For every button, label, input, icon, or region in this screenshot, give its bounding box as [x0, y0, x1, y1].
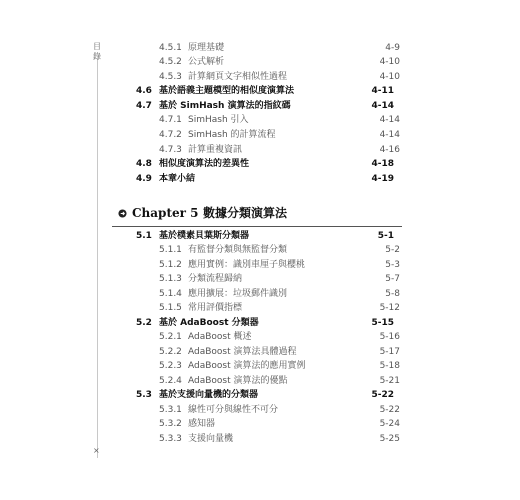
toc-entry-num: 5.2.2 — [159, 347, 182, 357]
toc-entry-num: 4.7.3 — [159, 145, 182, 155]
toc-entry[interactable] — [0, 330, 520, 344]
toc-entry-num: 5.2.4 — [159, 376, 182, 386]
toc-entry-num: 4.8 — [136, 159, 152, 169]
sidebar-label-char: 錄 — [93, 52, 101, 61]
toc-entry-num: 5.1.3 — [159, 274, 182, 284]
toc-entry[interactable] — [0, 345, 520, 359]
toc-entry-page: 5-21 — [379, 376, 400, 386]
toc-entry-page: 5-18 — [379, 361, 400, 371]
chapter-label: Chapter 5 — [132, 206, 199, 220]
toc-entry-page: 5-2 — [385, 245, 400, 255]
toc-entry-num: 4.7.2 — [159, 130, 182, 140]
toc-entry[interactable] — [112, 229, 402, 243]
toc-entry-title: 支援向量機 — [188, 434, 234, 444]
toc-entry[interactable] — [112, 99, 402, 113]
toc-entry-page: 4-10 — [379, 72, 400, 82]
toc-entry-num: 4.5.1 — [159, 43, 182, 53]
toc-entry[interactable] — [0, 128, 520, 142]
toc-entry-page: 4-9 — [385, 43, 400, 53]
toc-entry-page: 4-19 — [371, 174, 394, 184]
toc-entry-title: 感知器 — [188, 419, 216, 429]
toc-entry-num: 5.1.4 — [159, 289, 182, 299]
toc-entry-title: SimHash 引入 — [188, 115, 249, 125]
toc-entry-title: 計算重複資訊 — [188, 145, 243, 155]
toc-entry[interactable] — [0, 301, 520, 315]
toc-entry-num: 5.3.1 — [159, 405, 182, 415]
toc-entry-title: 本章小結 — [159, 174, 196, 184]
toc-entry-num: 5.2.3 — [159, 361, 182, 371]
toc-entry-num: 4.9 — [136, 174, 152, 184]
toc-entry-page: 5-25 — [379, 434, 400, 444]
toc-entry[interactable] — [112, 84, 402, 98]
toc-entry-title: AdaBoost 演算法的應用實例 — [188, 361, 306, 371]
toc-entry-num: 5.1.2 — [159, 260, 182, 270]
toc-entry-num: 5.3.2 — [159, 419, 182, 429]
toc-entry[interactable] — [112, 316, 402, 330]
toc-entry-page: 5-1 — [377, 231, 394, 241]
toc-entry-title: 常用評價指標 — [188, 303, 243, 313]
toc-entry-title: 公式解析 — [188, 57, 225, 67]
toc-entry[interactable] — [112, 388, 402, 402]
toc-entry-title: 基於 SimHash 演算法的指紋碼 — [159, 101, 291, 111]
toc-entry-page: 5-24 — [379, 419, 400, 429]
toc-entry-num: 4.5.2 — [159, 57, 182, 67]
toc-entry-num: 5.3 — [136, 390, 152, 400]
toc-entry-num: 5.1 — [136, 231, 152, 241]
toc-entry-page: 5-12 — [379, 303, 400, 313]
toc-entry[interactable] — [0, 258, 520, 272]
toc-entry-title: 計算網頁文字相似性過程 — [188, 72, 288, 82]
toc-entry-page: 5-17 — [379, 347, 400, 357]
toc-entry-page: 4-11 — [371, 86, 394, 96]
toc-entry-num: 4.6 — [136, 86, 152, 96]
toc-entry-num: 5.1.5 — [159, 303, 182, 313]
toc-entry-title: 相似度演算法的差異性 — [159, 159, 250, 169]
chapter-rule — [112, 226, 402, 227]
sidebar-label-char: 目 — [93, 42, 101, 51]
toc-entry-title: 原理基礎 — [188, 43, 225, 53]
toc-entry-page: 4-16 — [379, 145, 400, 155]
toc-entry-title: AdaBoost 演算法的優點 — [188, 376, 288, 386]
toc-entry-num: 4.7.1 — [159, 115, 182, 125]
toc-entry[interactable] — [0, 374, 520, 388]
chapter-heading — [112, 204, 402, 222]
toc-entry[interactable] — [0, 55, 520, 69]
toc-entry-num: 4.7 — [136, 101, 152, 111]
toc-entry-title: 應用擴展：垃圾郵件識別 — [188, 289, 288, 299]
toc-entry-page: 5-3 — [385, 260, 400, 270]
toc-entry-num: 5.2 — [136, 318, 152, 328]
toc-entry-title: SimHash 的計算流程 — [188, 130, 276, 140]
toc-entry[interactable] — [0, 359, 520, 373]
toc-entry-title: 有監督分類與無監督分類 — [188, 245, 288, 255]
toc-entry-num: 5.1.1 — [159, 245, 182, 255]
toc-entry-page: 5-22 — [371, 390, 394, 400]
toc-entry-page: 4-10 — [379, 57, 400, 67]
toc-entry-title: 應用實例：識別車厘子與櫻桃 — [188, 260, 306, 270]
toc-entry[interactable] — [0, 70, 520, 84]
toc-entry-num: 5.2.1 — [159, 332, 182, 342]
toc-entry-page: 5-15 — [371, 318, 394, 328]
toc-entry[interactable] — [0, 41, 520, 55]
toc-entry-page: 5-7 — [385, 274, 400, 284]
toc-entry-page: 4-14 — [371, 101, 394, 111]
toc-entry[interactable] — [112, 157, 402, 171]
toc-entry[interactable] — [0, 403, 520, 417]
toc-entry-page: 4-18 — [371, 159, 394, 169]
toc-entry-num: 5.3.3 — [159, 434, 182, 444]
toc-entry-num: 4.5.3 — [159, 72, 182, 82]
toc-entry-title: 分類流程歸納 — [188, 274, 243, 284]
toc-entry[interactable] — [0, 287, 520, 301]
toc-entry[interactable] — [0, 272, 520, 286]
toc-entry-title: AdaBoost 演算法具體過程 — [188, 347, 297, 357]
toc-entry-page: 5-16 — [379, 332, 400, 342]
chapter-title: 數據分類演算法 — [203, 206, 288, 220]
toc-entry-title: 線性可分與線性不可分 — [188, 405, 279, 415]
toc-entry[interactable] — [0, 113, 520, 127]
chapter-bullet-icon — [118, 209, 127, 218]
toc-entry-page: 4-14 — [379, 130, 400, 140]
toc-entry-page: 5-22 — [379, 405, 400, 415]
toc-entry-title: 基於支援向量機的分類器 — [159, 390, 259, 400]
toc-entry[interactable] — [0, 243, 520, 257]
toc-entry-page: 4-14 — [379, 115, 400, 125]
toc-entry[interactable] — [0, 143, 520, 157]
toc-entry[interactable] — [0, 417, 520, 431]
toc-entry-title: 基於樸素貝葉斯分類器 — [159, 231, 250, 241]
toc-entry[interactable] — [0, 432, 520, 446]
toc-entry-title: AdaBoost 概述 — [188, 332, 252, 342]
toc-entry-title: 基於語義主題模型的相似度演算法 — [159, 86, 295, 96]
toc-entry-title: 基於 AdaBoost 分類器 — [159, 318, 259, 328]
toc-entry-page: 5-8 — [385, 289, 400, 299]
toc-entry[interactable] — [112, 172, 402, 186]
sidebar-marker: × — [93, 446, 100, 455]
